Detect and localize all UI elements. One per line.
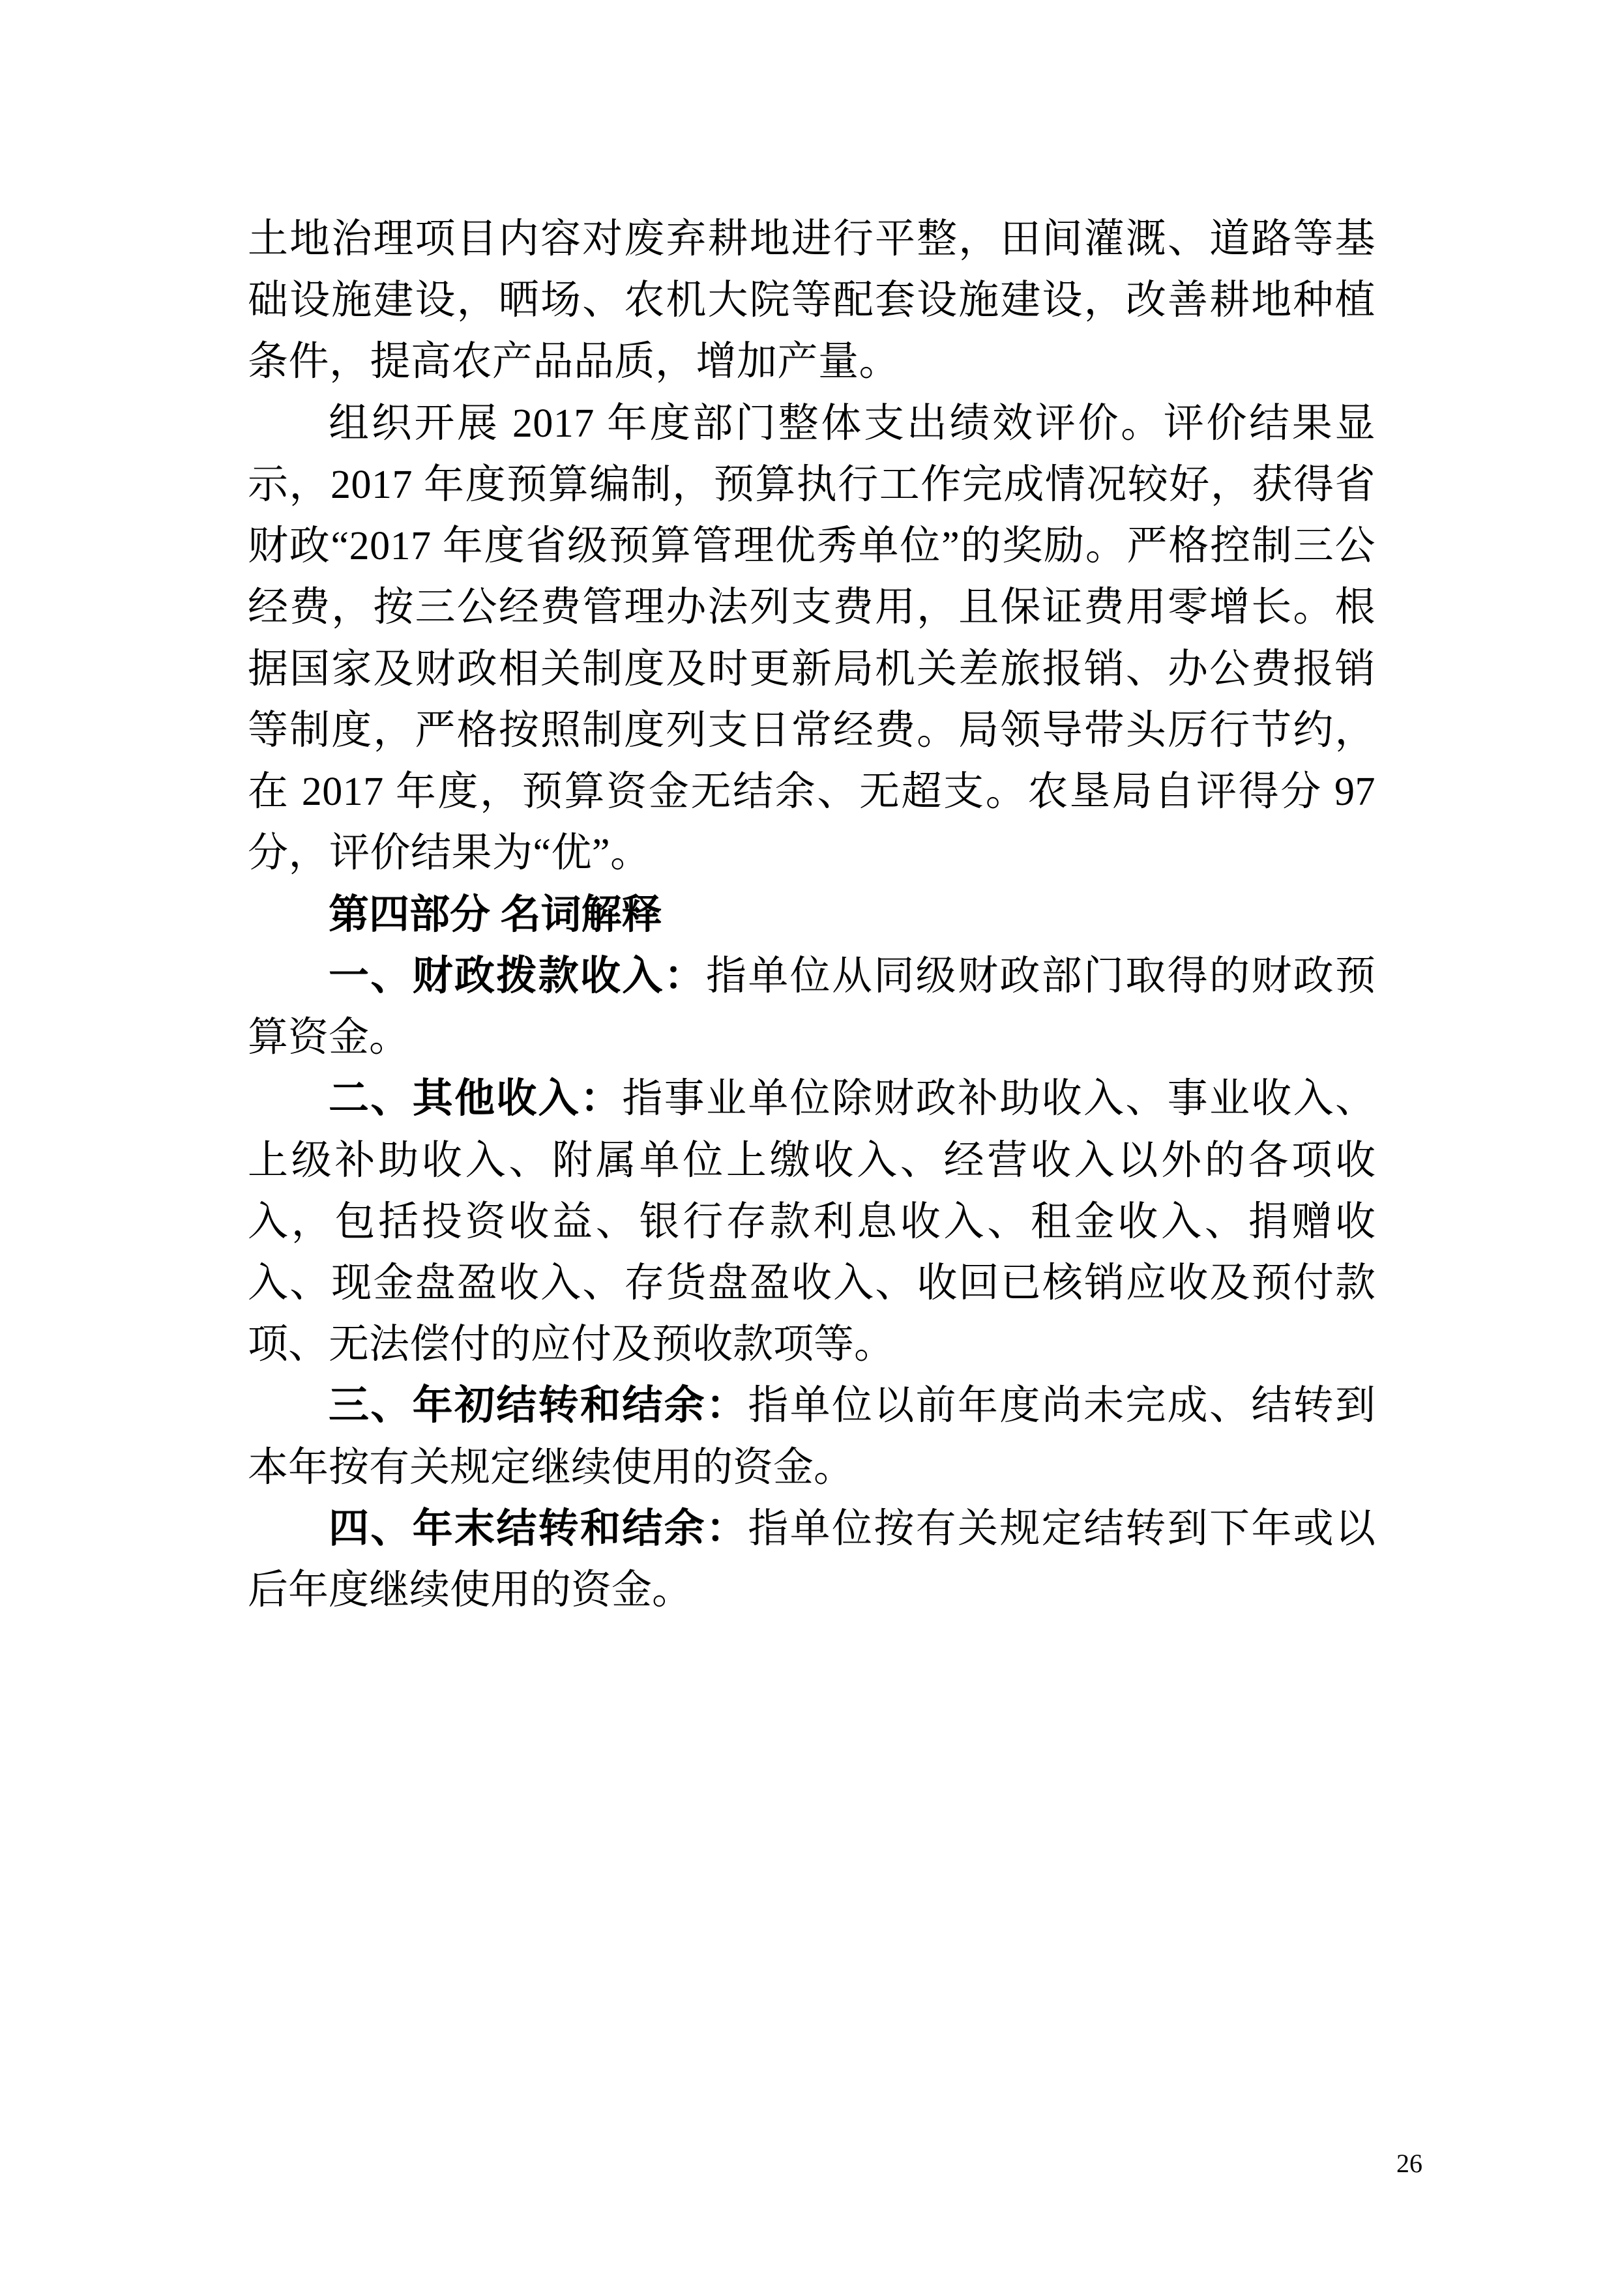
term-text-1: 指单位从同级财政部门取得的财政预算资金。 bbox=[248, 953, 1375, 1060]
term-text-2: 指事业单位除财政补助收入、事业收入、上级补助收入、附属单位上缴收入、经营收入以外的各项收入，包括投资收益、银行存款利息收入、租金收入、捐赠收入、现金盘盈收入、存货盘盈收入、收回已核销应收及预付款项、无法偿付的应付及预收款项等。 bbox=[248, 1077, 1375, 1367]
term-item-3 bbox=[248, 1375, 1375, 1498]
term-label-1: 一、财政拨款收入： bbox=[329, 953, 706, 998]
term-label-3: 三、年初结转和结余： bbox=[329, 1384, 748, 1429]
term-item-2 bbox=[248, 1068, 1375, 1375]
term-label-2: 二、其他收入： bbox=[329, 1077, 623, 1122]
page-number: 26 bbox=[1396, 2149, 1422, 2178]
term-item-1 bbox=[248, 946, 1375, 1068]
page-content bbox=[248, 209, 1375, 1621]
paragraph-2: 组织开展 2017 年度部门整体支出绩效评价。评价结果显示，2017 年度预算编制，预算执行工作完成情况较好，获得省财政“2017 年度省级预算管理优秀单位”的奖励。严格控制三公经费，按三公经费管理办法列支费用，且保证费用零增长。根据国家及财政相关制度及时更新局机关差旅报销、办公费报销等制度，严格按照制度列支日常经费。局领导带头厉行节约，在 2017 年度，预算资金无结余、无超支。农垦局自评得分 97 分，评价结果为“优”。 bbox=[248, 401, 1375, 876]
term-item-4 bbox=[248, 1498, 1375, 1621]
paragraph-1: 土地治理项目内容对废弃耕地进行平整，田间灌溉、道路等基础设施建设，晒场、农机大院等配套设施建设，改善耕地种植条件，提高农产品品质，增加产量。 bbox=[248, 217, 1375, 385]
term-text-4: 指单位按有关规定结转到下年或以后年度继续使用的资金。 bbox=[248, 1506, 1375, 1613]
term-label-4: 四、年末结转和结余： bbox=[329, 1506, 748, 1551]
term-text-3: 指单位以前年度尚未完成、结转到本年按有关规定继续使用的资金。 bbox=[248, 1384, 1375, 1490]
section-heading: 第四部分 名词解释 bbox=[329, 892, 662, 937]
